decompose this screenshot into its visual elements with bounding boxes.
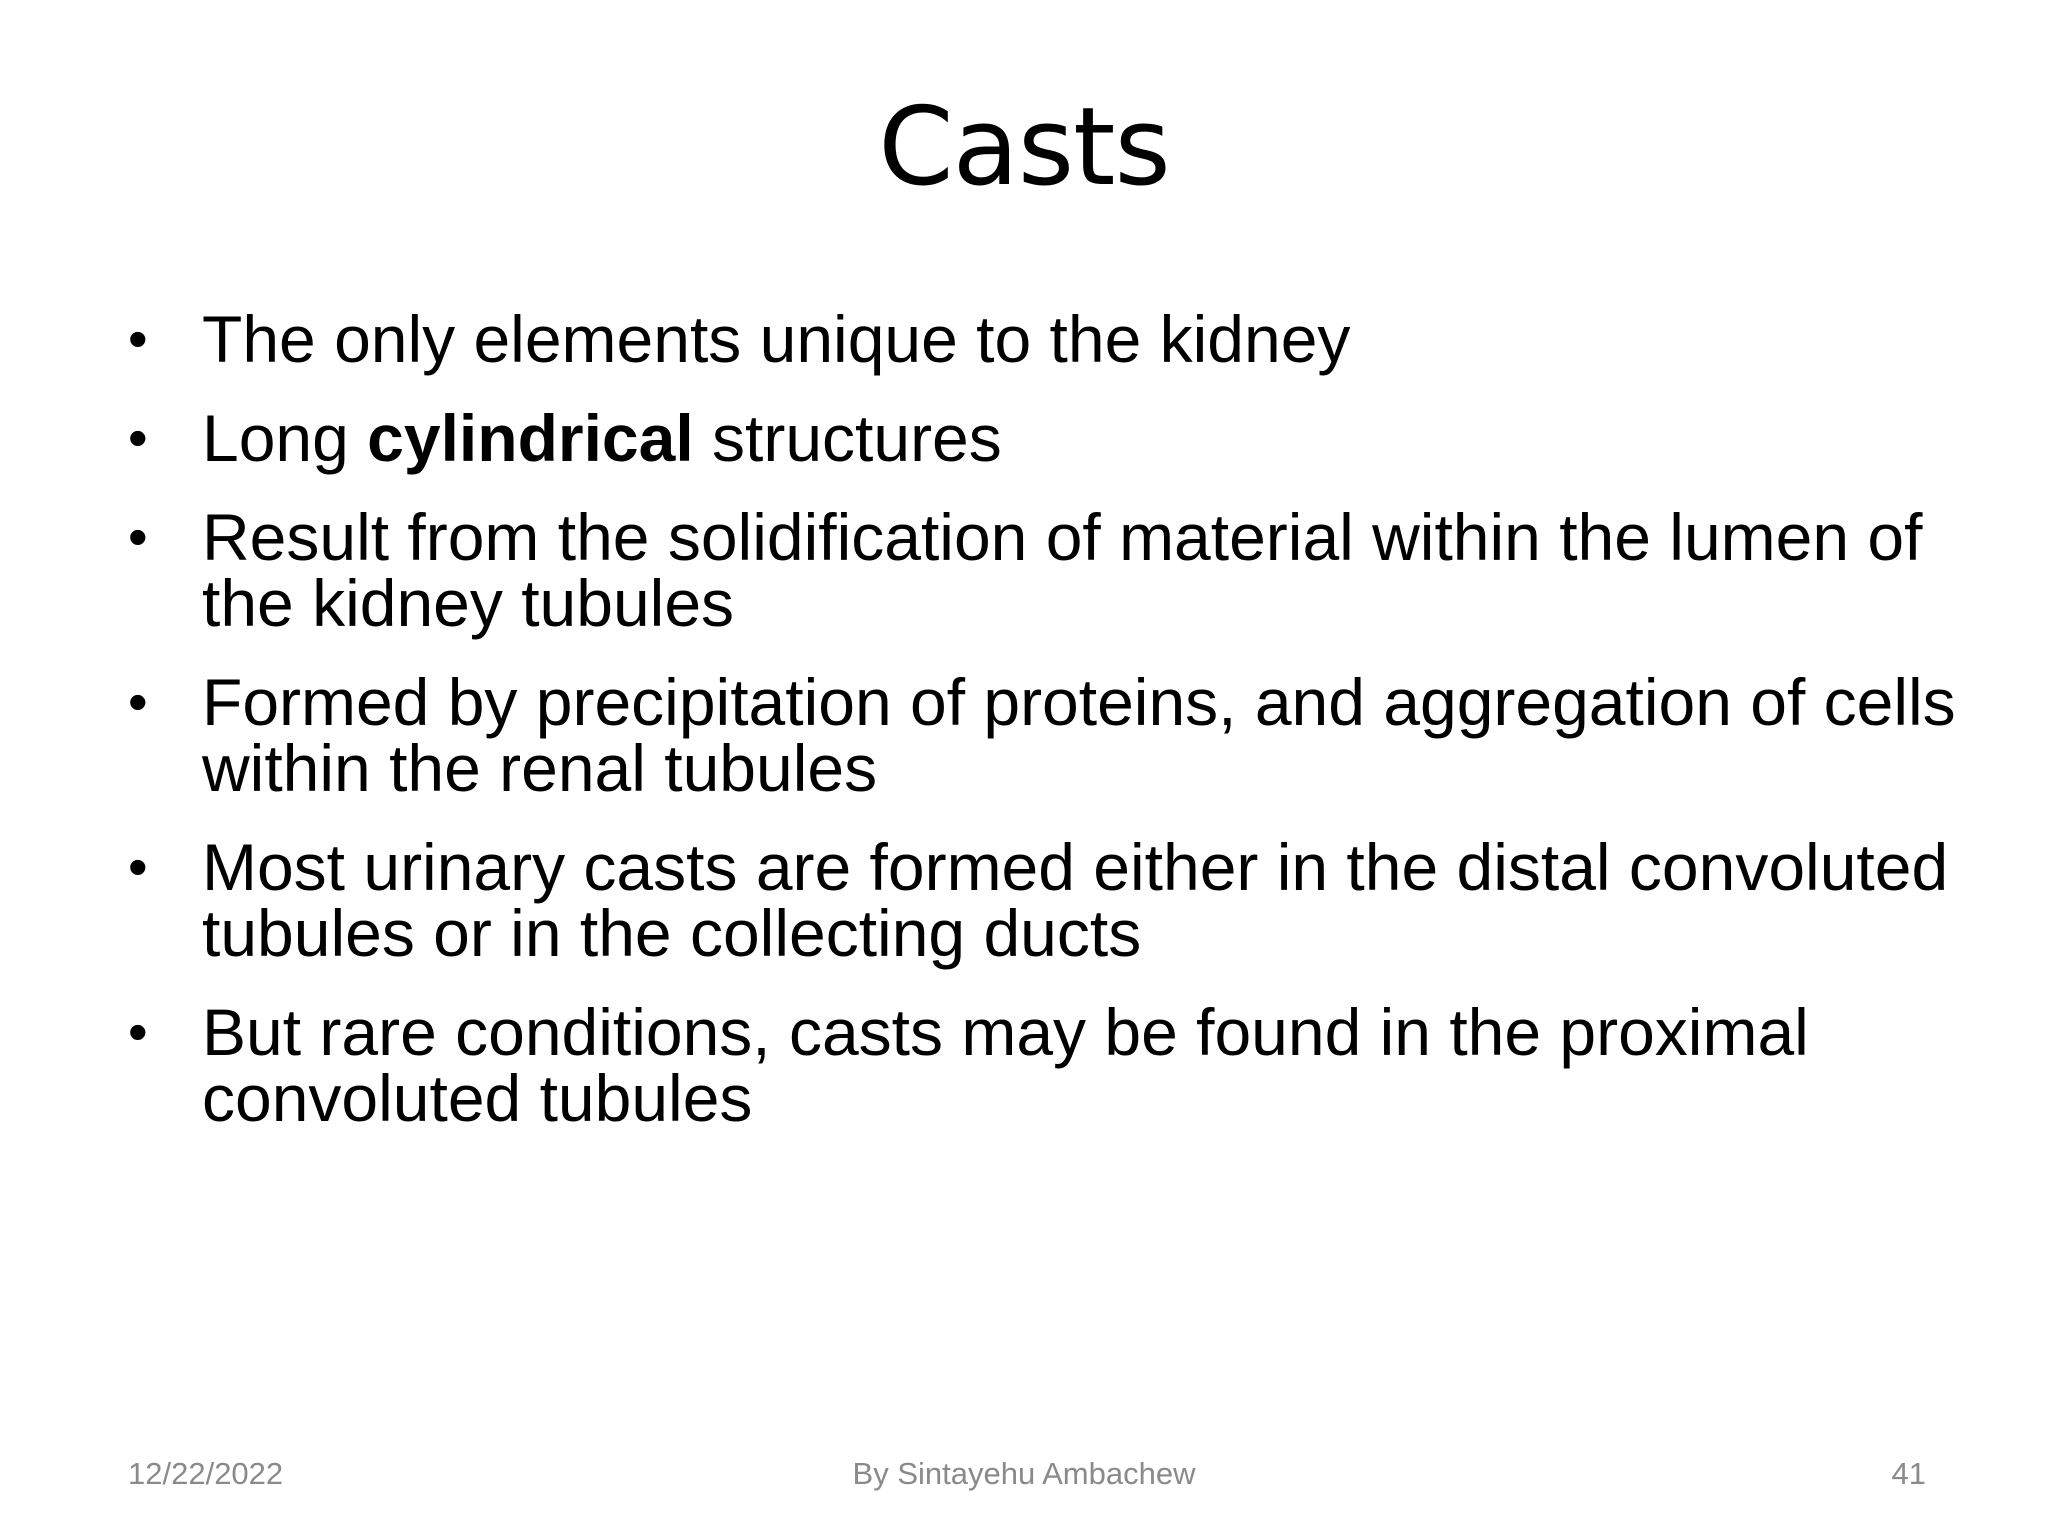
footer-author: By Sintayehu Ambachew xyxy=(852,1456,1196,1491)
bullet-text: Result from the solidification of material within the lumen of the kidney tubules xyxy=(202,500,1923,640)
bullet-dot: • xyxy=(128,406,148,469)
bullet-dot: • xyxy=(128,1000,148,1063)
bullet-dot: • xyxy=(128,505,148,568)
bullet-text-bold: cylindrical xyxy=(367,401,694,475)
bullet-dot: • xyxy=(128,307,148,370)
bullet-text: Formed by precipitation of proteins, and aggregation of cells within the renal tubules xyxy=(202,665,1956,805)
slide-title: Casts xyxy=(878,85,1170,210)
bullet-dot: • xyxy=(128,835,148,898)
bullet-list xyxy=(128,302,1958,1164)
bullet-item xyxy=(128,401,1958,475)
bullet-dot: • xyxy=(128,670,148,733)
bullet-text-before: Long xyxy=(202,401,368,475)
bullet-text: The only elements unique to the kidney xyxy=(202,302,1351,376)
bullet-item xyxy=(128,995,1958,1135)
bullet-item xyxy=(128,830,1958,970)
bullet-text: But rare conditions, casts may be found in the proximal convoluted tubules xyxy=(202,995,1809,1135)
bullet-text xyxy=(202,401,1958,475)
slide-number: 41 xyxy=(1891,1456,1926,1491)
bullet-text: Most urinary casts are formed either in the distal convoluted tubules or in the collecting ducts xyxy=(202,830,1949,970)
bullet-item xyxy=(128,665,1958,805)
bullet-item xyxy=(128,500,1958,640)
footer-date: 12/22/2022 xyxy=(128,1456,284,1491)
bullet-text-after: structures xyxy=(693,401,1002,475)
bullet-item xyxy=(128,302,1958,376)
